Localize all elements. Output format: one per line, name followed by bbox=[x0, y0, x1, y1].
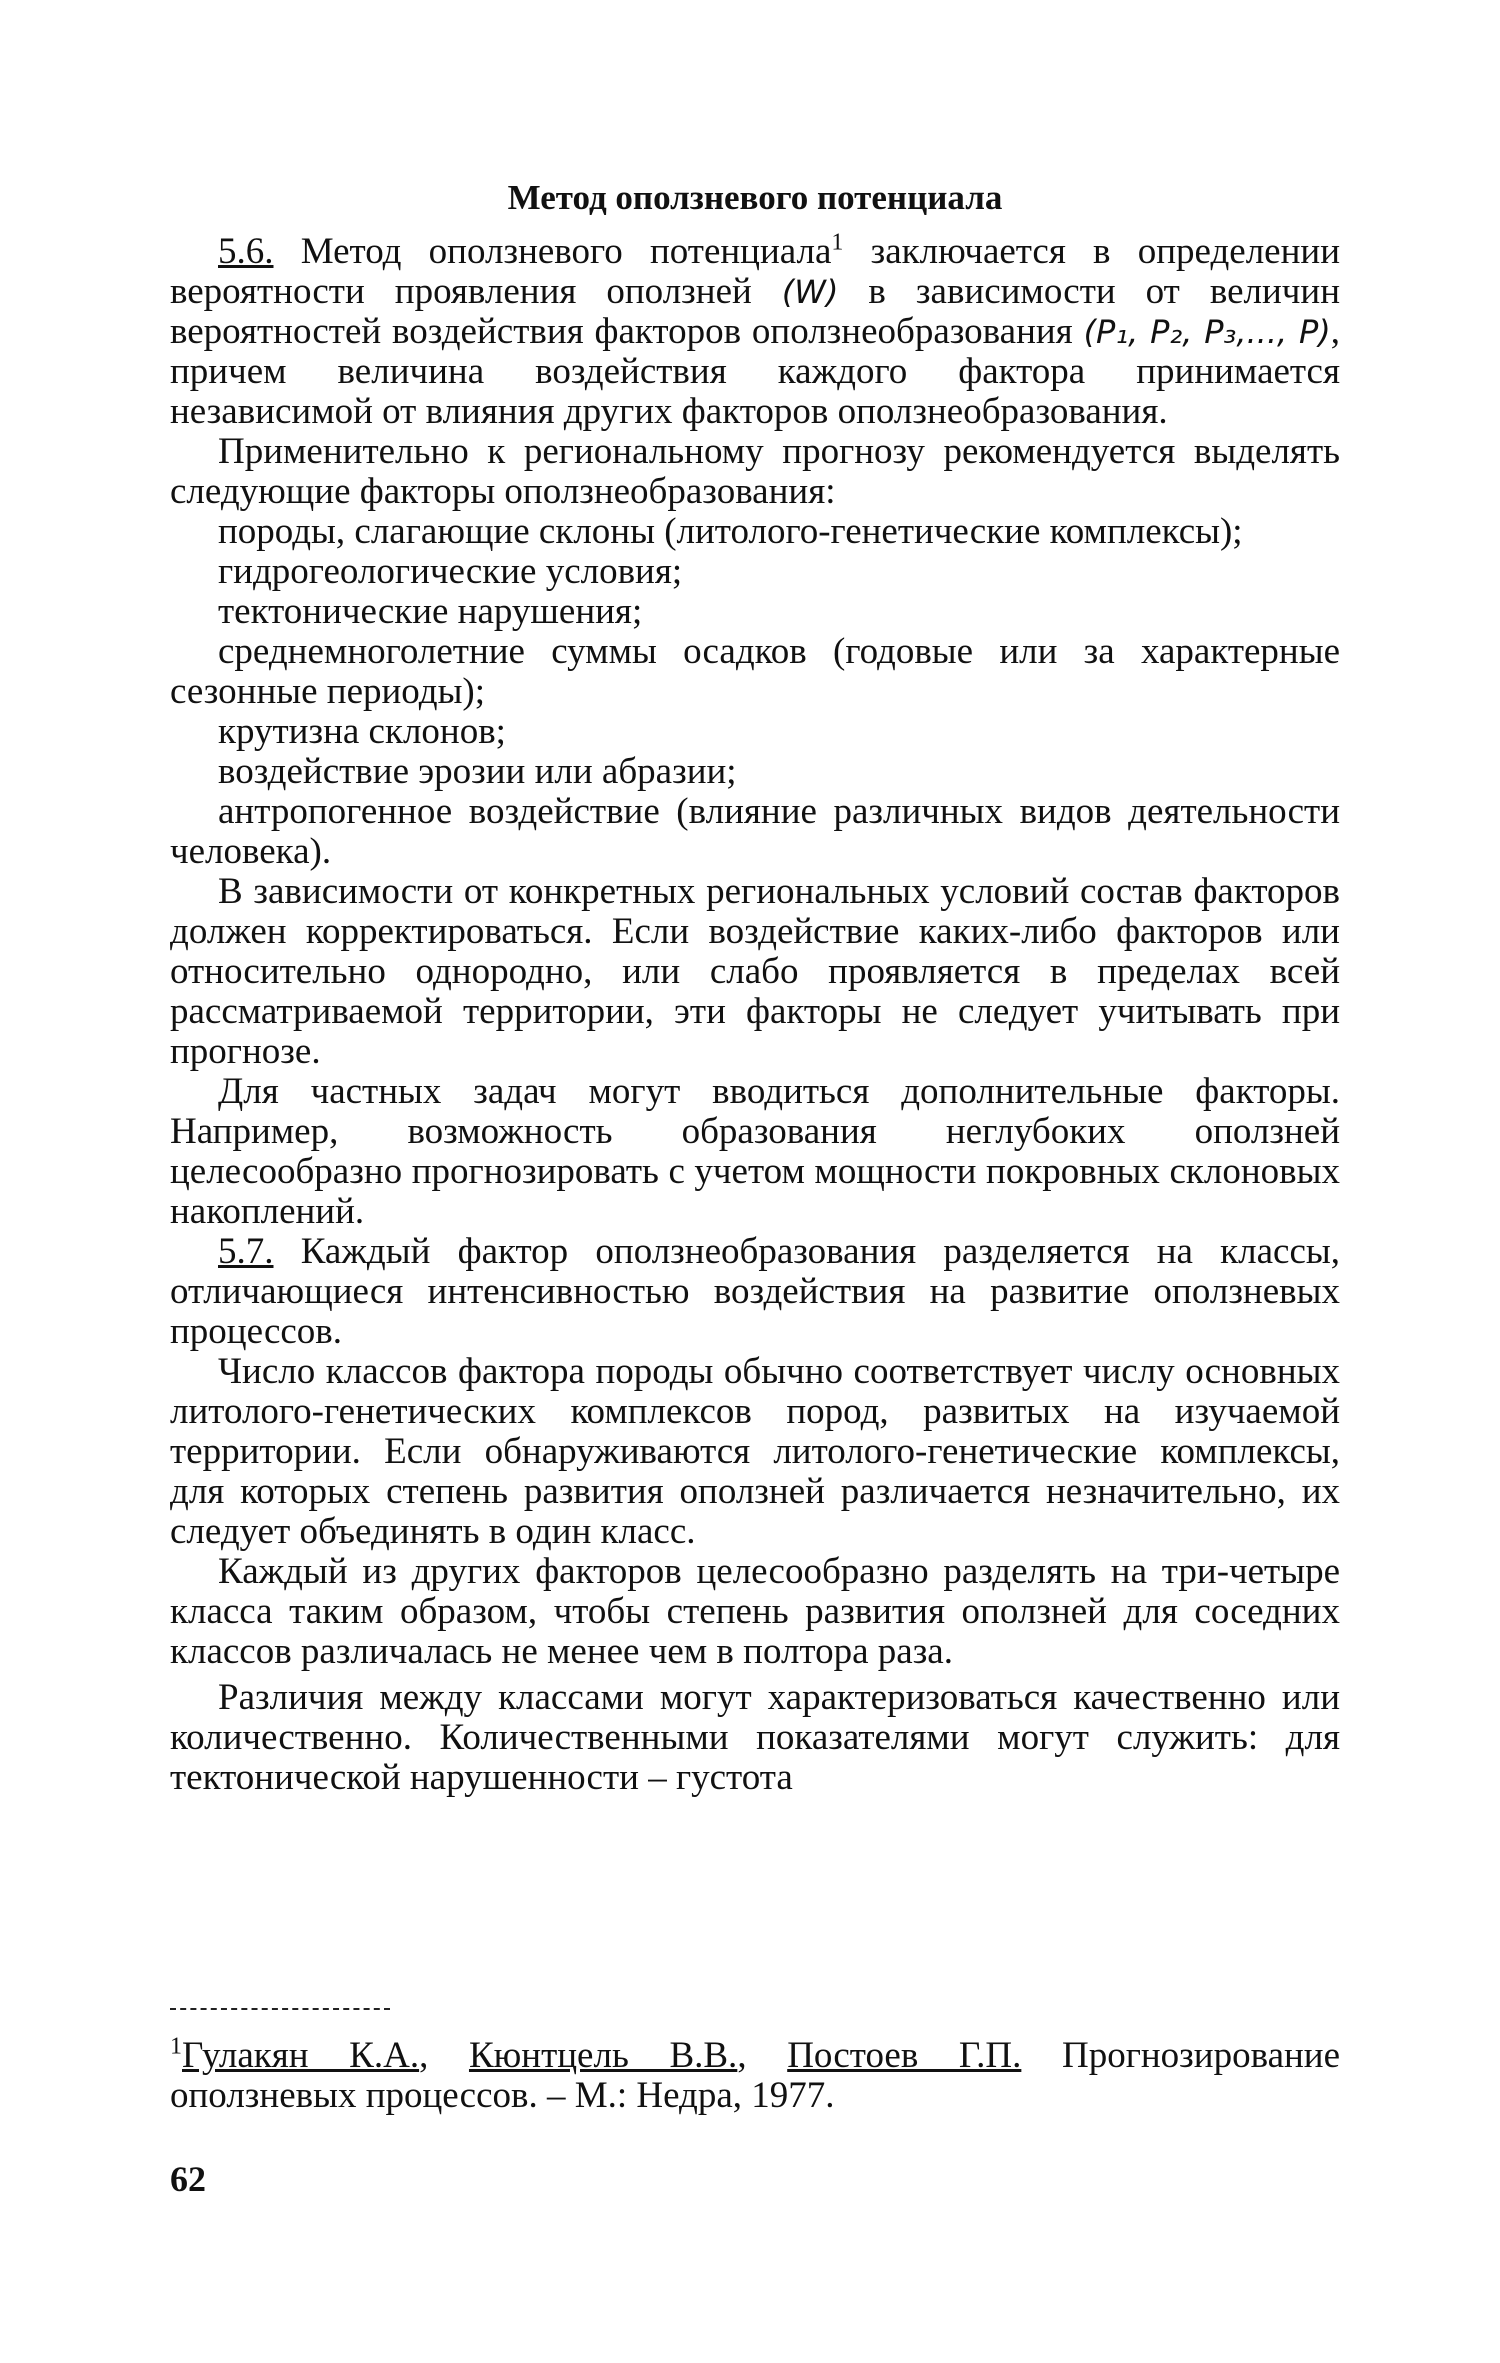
paragraph-5-7 bbox=[170, 1232, 1340, 1352]
footnote-author: Гулакян К.А. bbox=[182, 2035, 420, 2076]
section-number: 5.7. bbox=[218, 1231, 274, 1272]
footnote-text bbox=[170, 2033, 1341, 2116]
footnote-citation: Прогнозирование оползневых процессов. – М.: Недра, 1977. bbox=[170, 2035, 1341, 2116]
page-number: 62 bbox=[170, 2159, 206, 2199]
body-text bbox=[170, 229, 1341, 1798]
paragraph-intro-factors: Применительно к региональному прогнозу рекомендуется выделять следующие факторы оползнеобразования: bbox=[170, 431, 1340, 512]
paragraph-text: в зависимости от величин вероятностей воздействия факторов оползнеобразования bbox=[170, 271, 1341, 352]
paragraph: Число классов фактора породы обычно соответствует числу основных литолого-генетических комплексов пород, развитых на изучаемой территории. Если обнаруживаются литолого-генетические комплексы, для которых степень развития оползней различается незначительно, их следует объединять в один класс. bbox=[170, 1351, 1340, 1552]
formula-w: (W) bbox=[781, 273, 839, 311]
paragraph-text: Каждый фактор оползнеобразования разделяется на классы, отличающиеся интенсивностью воздействия на развитие оползневых процессов. bbox=[170, 1231, 1340, 1352]
footnote-marker: 1 bbox=[170, 2033, 182, 2060]
paragraph: Различия между классами могут характеризоваться качественно или количественно. Количественными показателями могут служить: для тектонической нарушенности – густота bbox=[170, 1677, 1340, 1798]
footnote-author: Постоев Г.П. bbox=[787, 2035, 1022, 2076]
factor-item: гидрогеологические условия; bbox=[218, 551, 683, 592]
factor-item: крутизна склонов; bbox=[218, 711, 506, 752]
factor-item: антропогенное воздействие (влияние различных видов деятельности человека). bbox=[170, 791, 1340, 872]
paragraph-text: заключается в определении вероятности проявления оползней bbox=[170, 231, 1340, 312]
factor-item: среднемноголетние суммы осадков (годовые или за характерные сезонные периоды); bbox=[170, 631, 1340, 712]
factor-item: тектонические нарушения; bbox=[218, 591, 643, 632]
section-heading: Метод оползневого потенциала bbox=[507, 178, 1003, 217]
section-number: 5.6. bbox=[218, 231, 274, 272]
paragraph: Каждый из других факторов целесообразно разделять на три-четыре класса таким образом, чтобы степень развития оползней для соседних классов различалась не менее чем в полтора раза. bbox=[170, 1551, 1340, 1672]
footnote bbox=[170, 2033, 1341, 2116]
paragraph-text: Метод оползневого потенциала bbox=[273, 231, 832, 272]
paragraph-text: , причем величина воздействия каждого фактора принимается независимой от влияния других факторов оползнеобразования. bbox=[170, 311, 1340, 432]
footnote-divider bbox=[170, 2008, 390, 2010]
footnote-marker: 1 bbox=[831, 229, 844, 256]
formula-p: (P₁, P₂, P₃,..., P) bbox=[1083, 313, 1331, 351]
factor-item: воздействие эрозии или абразии; bbox=[218, 751, 737, 792]
paragraph: В зависимости от конкретных региональных условий состав факторов должен корректироваться. Если воздействие каких-либо факторов или относительно однородно, или слабо проявляется в пределах всей рассматриваемой территории, эти факторы не следует учитывать при прогнозе. bbox=[170, 871, 1340, 1072]
footnote-separator: , bbox=[419, 2035, 469, 2076]
paragraph: Для частных задач могут вводиться дополнительные факторы. Например, возможность образования неглубоких оползней целесообразно прогнозировать с учетом мощности покровных склоновых накоплений. bbox=[170, 1071, 1340, 1232]
footnote-separator: , bbox=[737, 2035, 788, 2076]
factor-item: породы, слагающие склоны (литолого-генетические комплексы); bbox=[218, 511, 1243, 552]
footnote-author: Кюнтцель В.В. bbox=[468, 2035, 738, 2076]
paragraph-5-6 bbox=[170, 229, 1341, 432]
